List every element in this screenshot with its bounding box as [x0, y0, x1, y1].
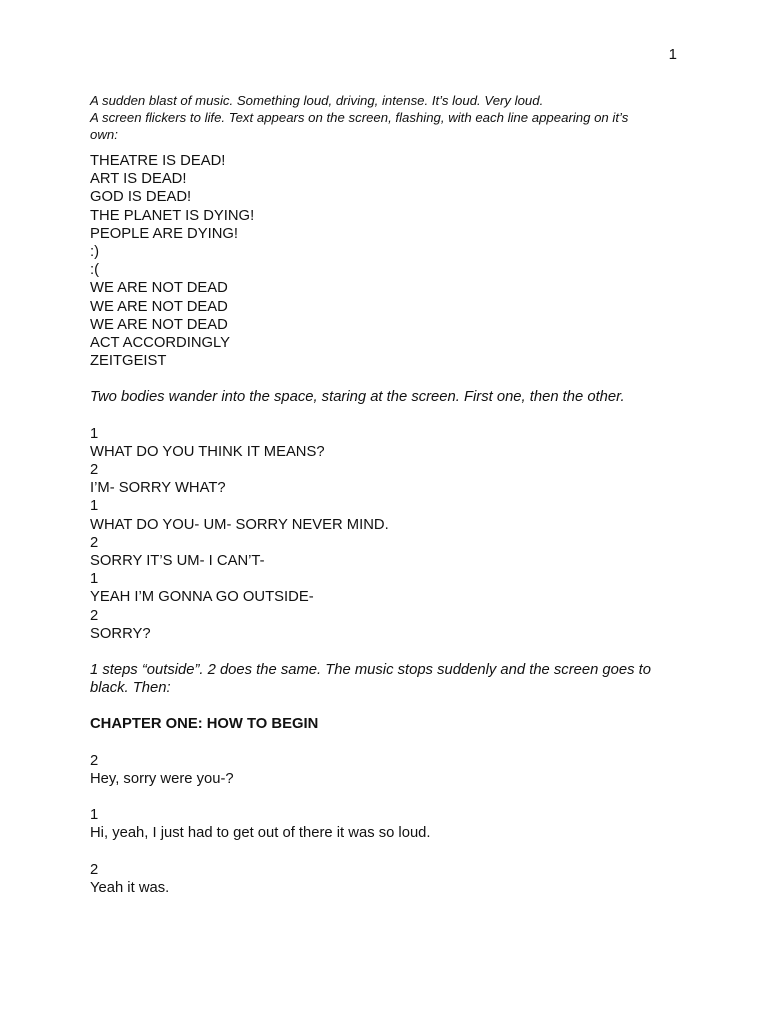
chapter-heading: CHAPTER ONE: HOW TO BEGIN [90, 716, 319, 733]
stage-direction [90, 388, 680, 406]
dialogue-line: Yeah it was. [90, 879, 170, 896]
dialogue-exchange [90, 861, 680, 897]
stage-direction-line: A sudden blast of music. Something loud, driving, intense. It’s loud. Very loud. [90, 93, 544, 108]
dialogue-line: WHAT DO YOU- UM- SORRY NEVER MIND. [90, 516, 389, 533]
screen-text-line: PEOPLE ARE DYING! [90, 225, 239, 242]
dialogue-line: SORRY? [90, 625, 151, 642]
dialogue-line: YEAH I’M GONNA GO OUTSIDE- [90, 589, 314, 606]
opening-stage-direction [90, 92, 680, 143]
dialogue-line: Hey, sorry were you-? [90, 770, 234, 787]
screen-text-line: :) [90, 244, 100, 261]
dialogue-exchange [90, 806, 680, 842]
screen-text-line: ART IS DEAD! [90, 171, 187, 188]
speaker-label: 1 [90, 498, 99, 515]
speaker-label: 2 [90, 534, 99, 551]
speaker-label: 1 [90, 807, 99, 824]
script-body [90, 92, 680, 897]
stage-direction [90, 661, 680, 697]
screen-text-line: WE ARE NOT DEAD [90, 280, 228, 297]
speaker-label: 1 [90, 425, 99, 442]
dialogue-block [90, 425, 680, 643]
screen-text-block [90, 152, 680, 370]
stage-direction-line: A screen flickers to life. Text appears on the screen, flashing, with each line appearing on it’s [90, 110, 629, 125]
screen-text-line: THE PLANET IS DYING! [90, 207, 255, 224]
speaker-label: 2 [90, 607, 99, 624]
screen-text-line: WE ARE NOT DEAD [90, 316, 228, 333]
speaker-label: 1 [90, 571, 99, 588]
stage-direction-line: Two bodies wander into the space, staring at the screen. First one, then the other. [90, 389, 625, 406]
stage-direction-line: 1 steps “outside”. 2 does the same. The music stops suddenly and the screen goes to [90, 662, 651, 679]
page-number: 1 [668, 46, 677, 63]
screen-text-line: THEATRE IS DEAD! [90, 153, 226, 169]
screen-text-line: ZEITGEIST [90, 353, 167, 370]
dialogue-line: I’M- SORRY WHAT? [90, 480, 226, 497]
screen-text-line: ACT ACCORDINGLY [90, 335, 231, 352]
dialogue-line: WHAT DO YOU THINK IT MEANS? [90, 443, 325, 460]
speaker-label: 2 [90, 861, 99, 878]
speaker-label: 2 [90, 462, 99, 479]
speaker-label: 2 [90, 752, 99, 769]
screen-text-line: GOD IS DEAD! [90, 189, 192, 206]
dialogue-line: Hi, yeah, I just had to get out of there it was so loud. [90, 825, 431, 842]
stage-direction-line: black. Then: [90, 680, 171, 697]
stage-direction-line: own: [90, 127, 118, 142]
dialogue-line: SORRY IT’S UM- I CAN’T- [90, 553, 265, 570]
screen-text-line: WE ARE NOT DEAD [90, 298, 228, 315]
screen-text-line: :( [90, 262, 100, 279]
dialogue-exchange [90, 752, 680, 788]
